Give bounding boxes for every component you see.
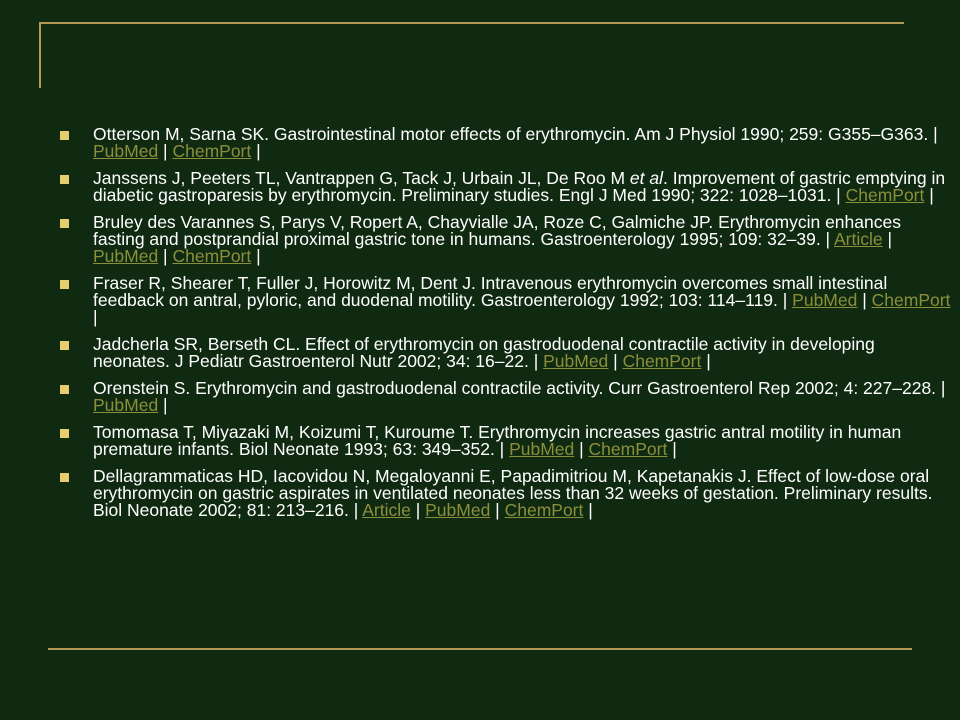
reference-text: Tomomasa T, Miyazaki M, Koizumi T, Kuroume T. Erythromycin increases gastric antral motility in human premature infants. Biol Neonate 1993; 63: 349–352. | bbox=[93, 422, 902, 459]
reference-item bbox=[60, 214, 952, 265]
reference-item bbox=[60, 126, 952, 160]
chemport-link[interactable]: ChemPort bbox=[622, 351, 702, 371]
reference-item bbox=[60, 275, 952, 326]
reference-item bbox=[60, 170, 952, 204]
square-bullet-icon bbox=[60, 341, 69, 350]
square-bullet-icon bbox=[60, 280, 69, 289]
reference-text: Orenstein S. Erythromycin and gastroduodenal contractile activity. Curr Gastroenterol Rep 2002; 4: 227–228. | bbox=[93, 378, 946, 398]
link-separator: | bbox=[158, 395, 168, 415]
square-bullet-icon bbox=[60, 473, 69, 482]
chemport-link[interactable]: ChemPort bbox=[504, 500, 584, 520]
reference-text: Janssens J, Peeters TL, Vantrappen G, Tack J, Urbain JL, De Roo M bbox=[93, 168, 630, 188]
pubmed-link[interactable]: PubMed bbox=[93, 141, 159, 161]
pubmed-link[interactable]: PubMed bbox=[93, 395, 159, 415]
chemport-link[interactable]: ChemPort bbox=[588, 439, 668, 459]
pubmed-link[interactable]: PubMed bbox=[93, 246, 159, 266]
chemport-link[interactable]: ChemPort bbox=[871, 290, 951, 310]
square-bullet-icon bbox=[60, 385, 69, 394]
article-link[interactable]: Article bbox=[362, 500, 411, 520]
reference-text: Jadcherla SR, Berseth CL. Effect of erythromycin on gastroduodenal contractile activity in developing neonates. J Pediatr Gastroenterol Nutr 2002; 34: 16–22. | bbox=[93, 334, 875, 371]
link-separator: | bbox=[158, 141, 173, 161]
reference-list bbox=[60, 126, 952, 529]
link-separator: | bbox=[583, 500, 593, 520]
link-separator: | bbox=[574, 439, 589, 459]
link-separator: | bbox=[608, 351, 623, 371]
chemport-link[interactable]: ChemPort bbox=[172, 246, 252, 266]
reference-text: Otterson M, Sarna SK. Gastrointestinal motor effects of erythromycin. Am J Physiol 1990; 259: G355–G363. | bbox=[93, 124, 938, 144]
pubmed-link[interactable]: PubMed bbox=[792, 290, 858, 310]
pubmed-link[interactable]: PubMed bbox=[543, 351, 609, 371]
link-separator: | bbox=[857, 290, 872, 310]
chemport-link[interactable]: ChemPort bbox=[172, 141, 252, 161]
square-bullet-icon bbox=[60, 131, 69, 140]
reference-item bbox=[60, 424, 952, 458]
link-separator: | bbox=[93, 307, 98, 327]
link-separator: | bbox=[410, 500, 426, 520]
reference-item bbox=[60, 380, 952, 414]
reference-item bbox=[60, 336, 952, 370]
reference-item bbox=[60, 468, 952, 519]
top-rule bbox=[40, 22, 904, 24]
reference-text: Fraser R, Shearer T, Fuller J, Horowitz M, Dent J. Intravenous erythromycin overcomes small intestinal feedback on antral, pyloric, and duodenal motility. Gastroenterology 1992; 103: 114–119. | bbox=[93, 273, 888, 310]
pubmed-link[interactable]: PubMed bbox=[425, 500, 491, 520]
chemport-link[interactable]: ChemPort bbox=[845, 185, 925, 205]
link-separator: | bbox=[667, 439, 677, 459]
reference-text: Bruley des Varannes S, Parys V, Ropert A, Chayvialle JA, Roze C, Galmiche JP. Erythromycin enhances fasting and postprandial proximal gastric tone in humans. Gastroenterology 1995; 109: 32–39. | bbox=[93, 212, 901, 249]
square-bullet-icon bbox=[60, 429, 69, 438]
link-separator: | bbox=[701, 351, 711, 371]
reference-text-continued: . Improvement of gastric emptying in diabetic gastroparesis by erythromycin. Preliminary studies. Engl J Med 1990; 322: 1028–1031. | bbox=[93, 168, 946, 205]
link-separator: | bbox=[490, 500, 505, 520]
reference-text: Dellagrammaticas HD, Iacovidou N, Megaloyanni E, Papadimitriou M, Kapetanakis J. Effect of low-dose oral erythromycin on gastric aspirates in ventilated neonates less than 32 weeks of gestation. Preliminary results. Biol Neonate 2002; 81: 213–216. | bbox=[93, 466, 933, 520]
et-al-text: et al bbox=[629, 168, 663, 188]
link-separator: | bbox=[251, 246, 261, 266]
link-separator: | bbox=[251, 141, 261, 161]
link-separator: | bbox=[158, 246, 173, 266]
left-rule bbox=[39, 22, 41, 88]
square-bullet-icon bbox=[60, 219, 69, 228]
pubmed-link[interactable]: PubMed bbox=[509, 439, 575, 459]
bottom-rule bbox=[48, 648, 912, 650]
link-separator: | bbox=[882, 229, 893, 249]
article-link[interactable]: Article bbox=[833, 229, 883, 249]
link-separator: | bbox=[924, 185, 934, 205]
square-bullet-icon bbox=[60, 175, 69, 184]
